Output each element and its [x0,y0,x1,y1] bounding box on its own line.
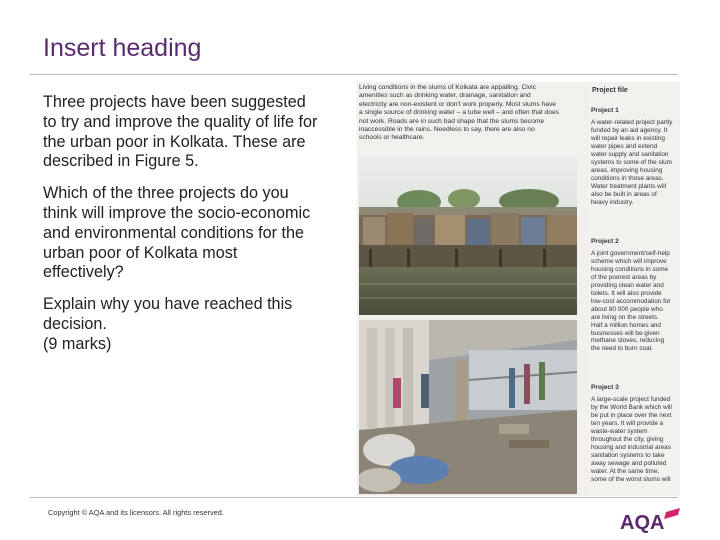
aqa-logo-accent [664,508,680,519]
top-divider [30,74,678,75]
question-text [43,93,351,367]
project-3-description: A large-scale project funded by the World Bank which will be put in place over the next ten years. It will provide a waste-water system throughout the city, giving housing and industrial areas sanitation systems to take away sewage and polluted water. At the same time, some of the worst slums will [591,396,672,483]
project-2-label: Project 2 [591,238,619,245]
slide-heading: Insert heading [43,34,202,62]
slum-street-photo [359,320,577,494]
question-paragraph-explain: Explain why you have reached this decision. (9 marks) [43,295,293,353]
project-1-label: Project 1 [591,107,619,114]
copyright-notice: Copyright © AQA and its licensors. All rights reserved. [48,508,224,517]
bottom-divider [30,497,678,498]
aqa-logo [620,506,684,539]
question-paragraph-which: Which of the three projects do you think will improve the socio-economic and environmental conditions for the urban poor of Kolkata most effectively? [43,184,311,282]
slum-description-text: Living conditions in the slums of Kolkata are appalling. Civic amenities such as drinking water, drainage, sanitation and electricity are non-existent or don't work properly. Most slums have a single source of drinking water – a tube well – and often that does not work. Roads are in such bad shape that the slums become inaccessible in the rains. Needless to say, there are also no schools or healthcare. [359,84,560,142]
slum-river-photo [359,157,577,315]
question-paragraph-intro: Three projects have been suggested to try and improve the quality of life for the urban poor in Kolkata. These are described in Figure 5. [43,93,318,171]
aqa-logo-text: AQA [620,512,665,534]
project-2-description: A joint government/self-help scheme which will improve housing conditions in some of the poorest areas by providing clean water and toilets. It will also provide low-cost accommodation for about 80 000 people who are living on the streets. Half a million homes and businesses will be given methane stoves, reducing the need to burn coal. [591,250,671,353]
project-3-label: Project 3 [591,384,619,391]
project-file-title: Project file [592,87,628,94]
project-1-description: A water-related project partly funded by an aid agency. It will repair leaks in existing water pipes and extend water supply and sanitation systems to some of the slum areas, improving housing conditions in those areas. Water treatment plants will also be built in areas of heavy industry. [591,119,673,206]
